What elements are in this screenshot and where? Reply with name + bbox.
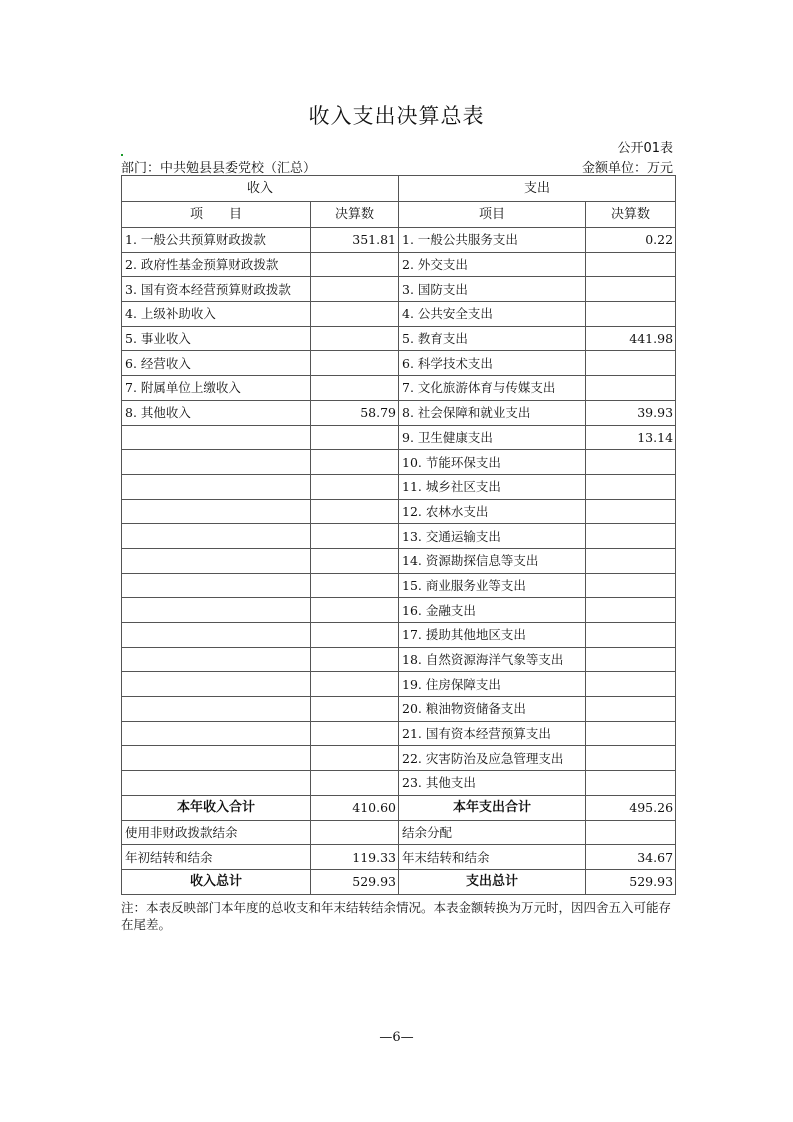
income-value-cell bbox=[311, 697, 399, 722]
table-row bbox=[122, 573, 676, 598]
expense-item-cell: 4. 公共安全支出 bbox=[399, 302, 586, 327]
income-value-cell bbox=[311, 598, 399, 623]
expense-item-cell: 17. 援助其他地区支出 bbox=[399, 623, 586, 648]
income-item-cell bbox=[122, 548, 311, 573]
income-value-cell bbox=[311, 771, 399, 796]
expense-item-cell: 18. 自然资源海洋气象等支出 bbox=[399, 647, 586, 672]
income-value-cell bbox=[311, 623, 399, 648]
expense-value-cell bbox=[586, 450, 676, 475]
income-value-column-header: 决算数 bbox=[311, 202, 399, 228]
income-item-cell bbox=[122, 647, 311, 672]
expense-value-cell bbox=[586, 672, 676, 697]
income-item-cell: 7. 附属单位上缴收入 bbox=[122, 376, 311, 401]
expense-item-cell: 6. 科学技术支出 bbox=[399, 351, 586, 376]
form-number: 公开01表 bbox=[617, 141, 673, 156]
income-item-cell: 4. 上级补助收入 bbox=[122, 302, 311, 327]
income-value-cell bbox=[311, 499, 399, 524]
expense-value-cell bbox=[586, 376, 676, 401]
expense-item-column-header: 项目 bbox=[399, 202, 586, 228]
expense-grand-total-label: 支出总计 bbox=[399, 869, 586, 894]
surplus-distribution-value bbox=[586, 820, 676, 845]
income-value-cell bbox=[311, 672, 399, 697]
non-fiscal-balance-label: 使用非财政拨款结余 bbox=[122, 820, 311, 845]
expense-item-cell: 1. 一般公共服务支出 bbox=[399, 228, 586, 253]
table-row bbox=[122, 746, 676, 771]
expense-value-cell bbox=[586, 252, 676, 277]
cell-marker bbox=[121, 154, 123, 156]
income-section-header: 收入 bbox=[122, 176, 399, 202]
year-expense-total-label: 本年支出合计 bbox=[399, 795, 586, 820]
end-carryover-value: 34.67 bbox=[586, 845, 676, 870]
income-value-cell bbox=[311, 647, 399, 672]
income-grand-total-label: 收入总计 bbox=[122, 869, 311, 894]
begin-carryover-value: 119.33 bbox=[311, 845, 399, 870]
expense-value-cell bbox=[586, 277, 676, 302]
year-total-row bbox=[122, 795, 676, 820]
expense-value-cell bbox=[586, 647, 676, 672]
income-value-cell bbox=[311, 376, 399, 401]
expense-item-cell: 19. 住房保障支出 bbox=[399, 672, 586, 697]
expense-item-cell: 13. 交通运输支出 bbox=[399, 524, 586, 549]
income-value-cell bbox=[311, 746, 399, 771]
income-item-column-header: 项 目 bbox=[122, 202, 311, 228]
year-income-total-value: 410.60 bbox=[311, 795, 399, 820]
income-value-cell bbox=[311, 721, 399, 746]
table-row bbox=[122, 647, 676, 672]
expense-value-cell bbox=[586, 573, 676, 598]
non-fiscal-balance-value bbox=[311, 820, 399, 845]
expense-item-cell: 21. 国有资本经营预算支出 bbox=[399, 721, 586, 746]
expense-item-cell: 23. 其他支出 bbox=[399, 771, 586, 796]
expense-value-cell bbox=[586, 697, 676, 722]
expense-item-cell: 15. 商业服务业等支出 bbox=[399, 573, 586, 598]
table-row bbox=[122, 277, 676, 302]
expense-grand-total-value: 529.93 bbox=[586, 869, 676, 894]
expense-section-header: 支出 bbox=[399, 176, 676, 202]
expense-item-cell: 22. 灾害防治及应急管理支出 bbox=[399, 746, 586, 771]
expense-value-cell bbox=[586, 721, 676, 746]
expense-value-cell bbox=[586, 598, 676, 623]
expense-item-cell: 20. 粮油物资储备支出 bbox=[399, 697, 586, 722]
expense-item-cell: 2. 外交支出 bbox=[399, 252, 586, 277]
table-row bbox=[122, 351, 676, 376]
table-row bbox=[122, 524, 676, 549]
income-item-cell: 3. 国有资本经营预算财政拨款 bbox=[122, 277, 311, 302]
income-value-cell bbox=[311, 474, 399, 499]
income-grand-total-value: 529.93 bbox=[311, 869, 399, 894]
income-expense-table bbox=[121, 175, 676, 895]
expense-item-cell: 3. 国防支出 bbox=[399, 277, 586, 302]
table-row bbox=[122, 252, 676, 277]
table-row bbox=[122, 326, 676, 351]
income-item-cell bbox=[122, 721, 311, 746]
unit-label: 金额单位：万元 bbox=[581, 161, 673, 176]
table-row bbox=[122, 228, 676, 253]
income-item-cell bbox=[122, 573, 311, 598]
expense-value-cell bbox=[586, 302, 676, 327]
carryover-row bbox=[122, 845, 676, 870]
expense-value-column-header: 决算数 bbox=[586, 202, 676, 228]
income-item-cell: 8. 其他收入 bbox=[122, 400, 311, 425]
income-item-cell: 2. 政府性基金预算财政拨款 bbox=[122, 252, 311, 277]
department-label: 部门：中共勉县县委党校（汇总） bbox=[121, 161, 317, 176]
income-item-cell bbox=[122, 771, 311, 796]
expense-value-cell bbox=[586, 474, 676, 499]
income-value-cell: 58.79 bbox=[311, 400, 399, 425]
grand-total-row bbox=[122, 869, 676, 894]
table-row bbox=[122, 623, 676, 648]
expense-item-cell: 10. 节能环保支出 bbox=[399, 450, 586, 475]
expense-item-cell: 7. 文化旅游体育与传媒支出 bbox=[399, 376, 586, 401]
income-value-cell bbox=[311, 326, 399, 351]
income-value-cell: 351.81 bbox=[311, 228, 399, 253]
table-row bbox=[122, 771, 676, 796]
income-value-cell bbox=[311, 548, 399, 573]
expense-item-cell: 5. 教育支出 bbox=[399, 326, 586, 351]
expense-item-cell: 12. 农林水支出 bbox=[399, 499, 586, 524]
income-item-cell bbox=[122, 450, 311, 475]
income-value-cell bbox=[311, 252, 399, 277]
table-row bbox=[122, 548, 676, 573]
page-title: 收入支出决算总表 bbox=[308, 104, 485, 128]
income-item-cell bbox=[122, 499, 311, 524]
income-value-cell bbox=[311, 450, 399, 475]
balance-row bbox=[122, 820, 676, 845]
expense-item-cell: 9. 卫生健康支出 bbox=[399, 425, 586, 450]
expense-value-cell: 0.22 bbox=[586, 228, 676, 253]
footnote: 注：本表反映部门本年度的总收支和年末结转结余情况。本表金额转换为万元时，因四舍五入可能存在尾差。 bbox=[121, 900, 672, 932]
table-row bbox=[122, 598, 676, 623]
page-number: —6— bbox=[379, 1030, 414, 1045]
expense-value-cell bbox=[586, 548, 676, 573]
income-item-cell bbox=[122, 623, 311, 648]
income-item-cell: 1. 一般公共预算财政拨款 bbox=[122, 228, 311, 253]
expense-value-cell bbox=[586, 771, 676, 796]
table-row bbox=[122, 697, 676, 722]
income-item-cell bbox=[122, 672, 311, 697]
table-row bbox=[122, 400, 676, 425]
income-item-cell bbox=[122, 425, 311, 450]
expense-value-cell bbox=[586, 623, 676, 648]
expense-value-cell bbox=[586, 746, 676, 771]
section-header-row bbox=[122, 176, 676, 202]
table-row bbox=[122, 672, 676, 697]
income-value-cell bbox=[311, 277, 399, 302]
table-row bbox=[122, 425, 676, 450]
table-row bbox=[122, 450, 676, 475]
income-value-cell bbox=[311, 573, 399, 598]
income-item-cell bbox=[122, 598, 311, 623]
table-row bbox=[122, 302, 676, 327]
income-value-cell bbox=[311, 524, 399, 549]
expense-value-cell: 39.93 bbox=[586, 400, 676, 425]
surplus-distribution-label: 结余分配 bbox=[399, 820, 586, 845]
expense-item-cell: 16. 金融支出 bbox=[399, 598, 586, 623]
income-item-cell bbox=[122, 697, 311, 722]
year-expense-total-value: 495.26 bbox=[586, 795, 676, 820]
begin-carryover-label: 年初结转和结余 bbox=[122, 845, 311, 870]
expense-item-cell: 11. 城乡社区支出 bbox=[399, 474, 586, 499]
expense-value-cell: 441.98 bbox=[586, 326, 676, 351]
table-row bbox=[122, 474, 676, 499]
table-row bbox=[122, 499, 676, 524]
expense-value-cell: 13.14 bbox=[586, 425, 676, 450]
end-carryover-label: 年末结转和结余 bbox=[399, 845, 586, 870]
expense-item-cell: 14. 资源勘探信息等支出 bbox=[399, 548, 586, 573]
expense-value-cell bbox=[586, 499, 676, 524]
expense-value-cell bbox=[586, 524, 676, 549]
income-value-cell bbox=[311, 425, 399, 450]
expense-value-cell bbox=[586, 351, 676, 376]
income-value-cell bbox=[311, 351, 399, 376]
income-item-cell: 5. 事业收入 bbox=[122, 326, 311, 351]
income-item-cell bbox=[122, 746, 311, 771]
column-header-row bbox=[122, 202, 676, 228]
income-item-cell bbox=[122, 524, 311, 549]
year-income-total-label: 本年收入合计 bbox=[122, 795, 311, 820]
expense-item-cell: 8. 社会保障和就业支出 bbox=[399, 400, 586, 425]
income-value-cell bbox=[311, 302, 399, 327]
table-row bbox=[122, 376, 676, 401]
income-item-cell: 6. 经营收入 bbox=[122, 351, 311, 376]
income-item-cell bbox=[122, 474, 311, 499]
table-row bbox=[122, 721, 676, 746]
